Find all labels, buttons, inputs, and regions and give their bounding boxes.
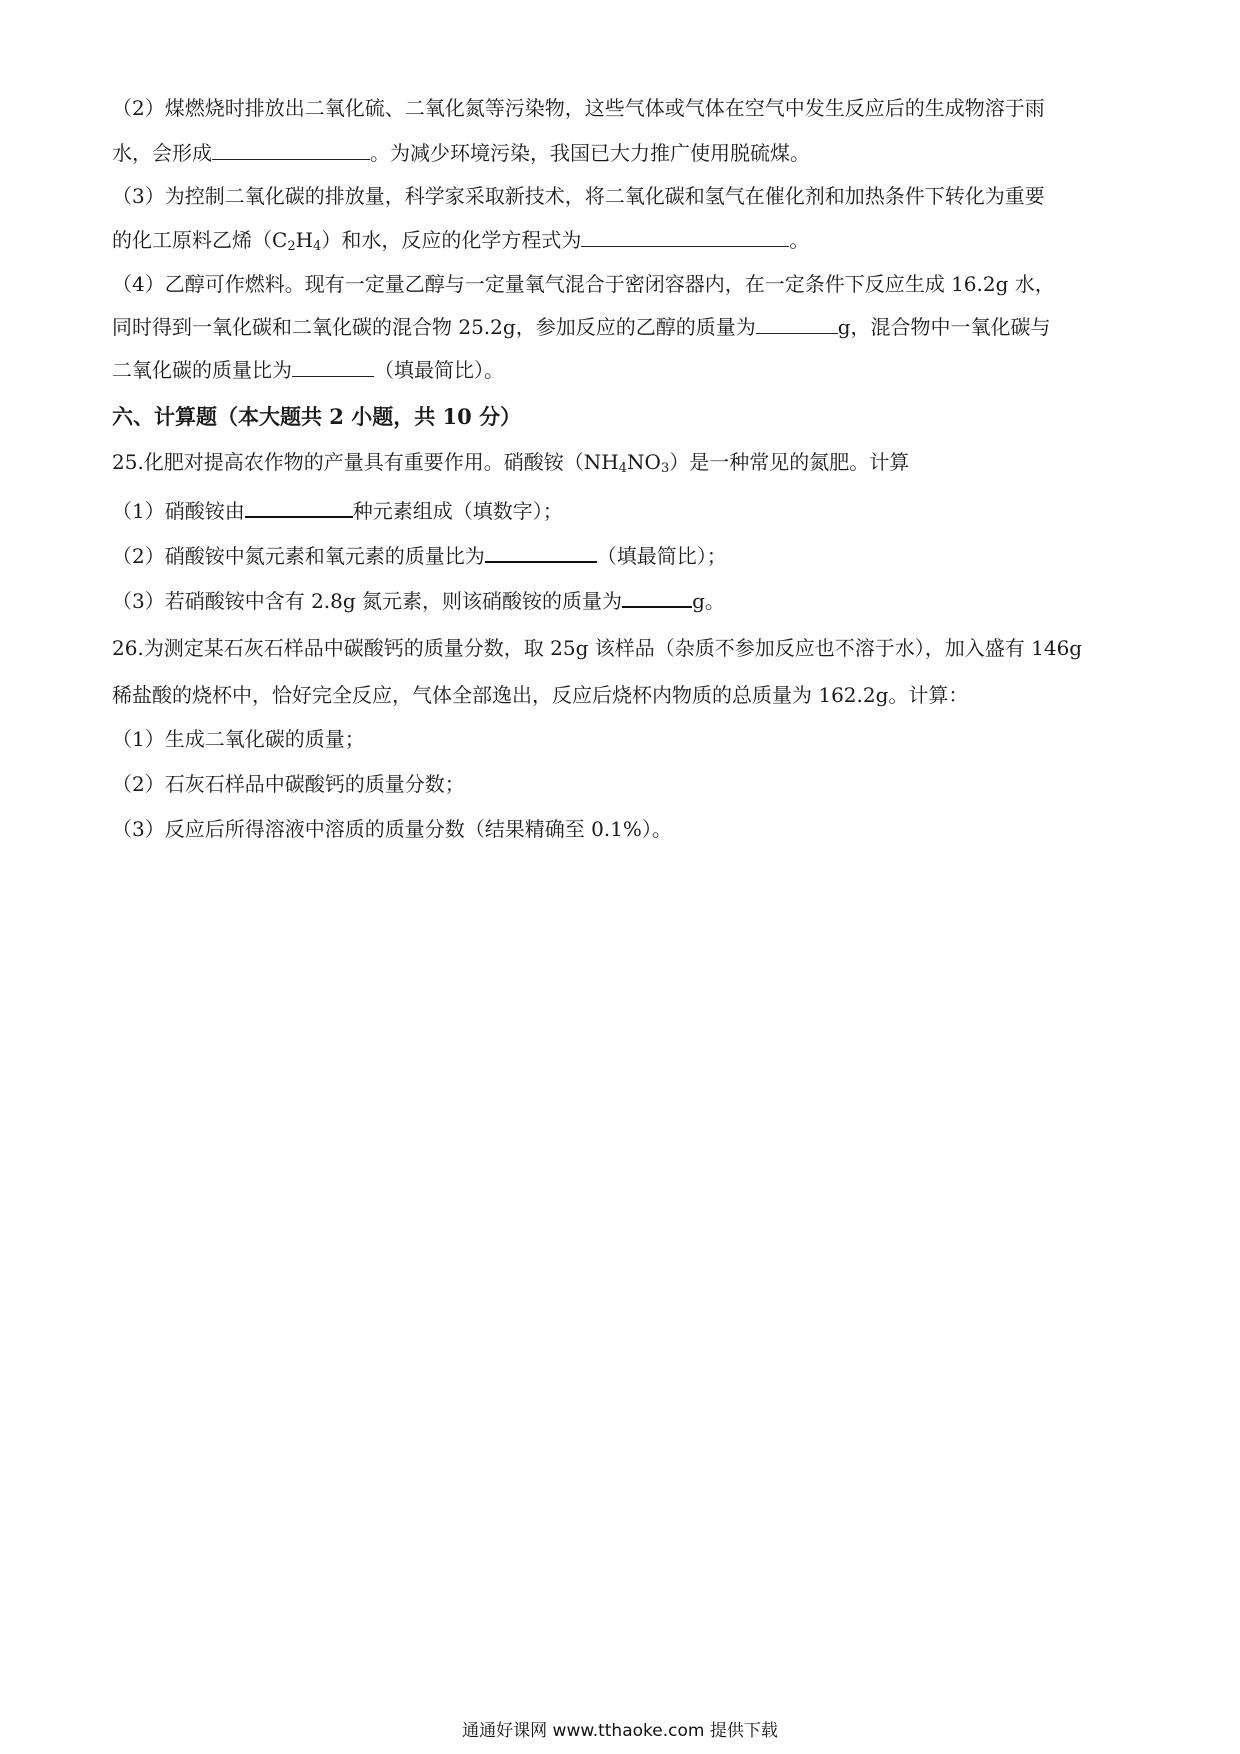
answer-blank[interactable] bbox=[212, 139, 370, 160]
q24-part4-text: （4）乙醇可作燃料。现有一定量乙醇与一定量氧气混合于密闭容器内，在一定条件下反应生成 16.2g 水， bbox=[112, 272, 1055, 296]
q25-stem bbox=[112, 448, 1140, 483]
subscript: 3 bbox=[660, 461, 670, 476]
q26-part1-text: （1）生成二氧化碳的质量； bbox=[112, 727, 365, 751]
q24-part2-text-pre: 水，会形成 bbox=[112, 141, 212, 165]
answer-blank[interactable] bbox=[292, 356, 374, 377]
answer-blank[interactable] bbox=[485, 541, 597, 563]
q24-part4-line1 bbox=[112, 270, 1140, 298]
q24-part2-text-post: 。为减少环境污染，我国已大力推广使用脱硫煤。 bbox=[370, 141, 810, 165]
q25-part3-text-pre: （3）若硝酸铵中含有 2.8g 氮元素，则该硝酸铵的质量为 bbox=[112, 589, 623, 613]
q26-part3 bbox=[112, 815, 1140, 843]
q25-part1-text-pre: （1）硝酸铵由 bbox=[112, 499, 245, 523]
answer-blank[interactable] bbox=[622, 586, 692, 608]
q26-part2 bbox=[112, 770, 1140, 798]
q25-part2-text-post: （填最简比）； bbox=[596, 544, 727, 568]
q24-part3-text-pre: 的化工原料乙烯（C bbox=[112, 228, 288, 252]
q24-part4-text-pre: 同时得到一氧化碳和二氧化碳的混合物 25.2g，参加反应的乙醇的质量为 bbox=[112, 315, 756, 339]
q24-part2-text: （2）煤燃烧时排放出二氧化硫、二氧化氮等污染物，这些气体或气体在空气中发生反应后的生成物溶于雨 bbox=[112, 96, 1045, 120]
q25-part2-text-pre: （2）硝酸铵中氮元素和氧元素的质量比为 bbox=[112, 544, 485, 568]
subscript: 2 bbox=[287, 239, 296, 254]
q25-part2 bbox=[112, 541, 1140, 570]
q26-part2-text: （2）石灰石样品中碳酸钙的质量分数； bbox=[112, 772, 465, 796]
page-footer bbox=[0, 1716, 1240, 1741]
section-heading-text: 六、计算题（本大题共 2 小题，共 10 分） bbox=[112, 404, 522, 429]
section-heading bbox=[112, 403, 1140, 431]
q24-part3-text-mid: H bbox=[295, 228, 314, 252]
q24-part2-line2 bbox=[112, 139, 1140, 167]
footer-text: 通通好课网 www.tthaoke.com 提供下载 bbox=[462, 1721, 778, 1741]
q26-stem-text: 稀盐酸的烧杯中，恰好完全反应，气体全部逸出，反应后烧杯内物质的总质量为 162.2g。计算： bbox=[112, 683, 969, 707]
q25-part1-text-post: 种元素组成（填数字）； bbox=[352, 499, 563, 523]
q24-part4-line2 bbox=[112, 313, 1140, 341]
q26-stem-text: 26.为测定某石灰石样品中碳酸钙的质量分数，取 25g 该样品（杂质不参加反应也不溶于水），加入盛有 146g bbox=[112, 636, 1083, 660]
q25-part1 bbox=[112, 496, 1140, 525]
answer-blank[interactable] bbox=[245, 496, 353, 518]
subscript: 4 bbox=[313, 239, 322, 254]
q26-stem-line1 bbox=[112, 634, 1140, 662]
q24-part4-text-post: g，混合物中一氧化碳与 bbox=[837, 315, 1051, 339]
q26-part3-text: （3）反应后所得溶液中溶质的质量分数（结果精确至 0.1%）。 bbox=[112, 817, 672, 841]
q24-part4-line3 bbox=[112, 356, 1140, 384]
subscript: 4 bbox=[618, 461, 628, 476]
answer-blank[interactable] bbox=[581, 226, 789, 247]
q24-part3-text-end: 。 bbox=[789, 228, 810, 252]
q24-part2-line1 bbox=[112, 94, 1140, 122]
answer-blank[interactable] bbox=[756, 313, 838, 334]
q24-part4-text-post: （填最简比）。 bbox=[374, 358, 504, 382]
q24-part3-line1 bbox=[112, 182, 1140, 210]
q25-part3 bbox=[112, 586, 1140, 615]
q26-stem-line2 bbox=[112, 681, 1140, 709]
q25-stem-text-mid: NO bbox=[627, 450, 661, 474]
q25-stem-text-pre: 25.化肥对提高农作物的产量具有重要作用。硝酸铵（NH bbox=[112, 450, 619, 474]
q24-part3-text-post: ）和水，反应的化学方程式为 bbox=[321, 228, 582, 252]
q26-part1 bbox=[112, 725, 1140, 753]
q25-stem-text-post: ）是一种常见的氮肥。计算 bbox=[669, 450, 910, 474]
q24-part3-line2 bbox=[112, 226, 1140, 261]
q24-part3-text: （3）为控制二氧化碳的排放量，科学家采取新技术，将二氧化碳和氢气在催化剂和加热条件下转化为重要 bbox=[112, 184, 1045, 208]
q24-part4-text-pre: 二氧化碳的质量比为 bbox=[112, 358, 292, 382]
q25-part3-text-post: g。 bbox=[692, 589, 725, 613]
